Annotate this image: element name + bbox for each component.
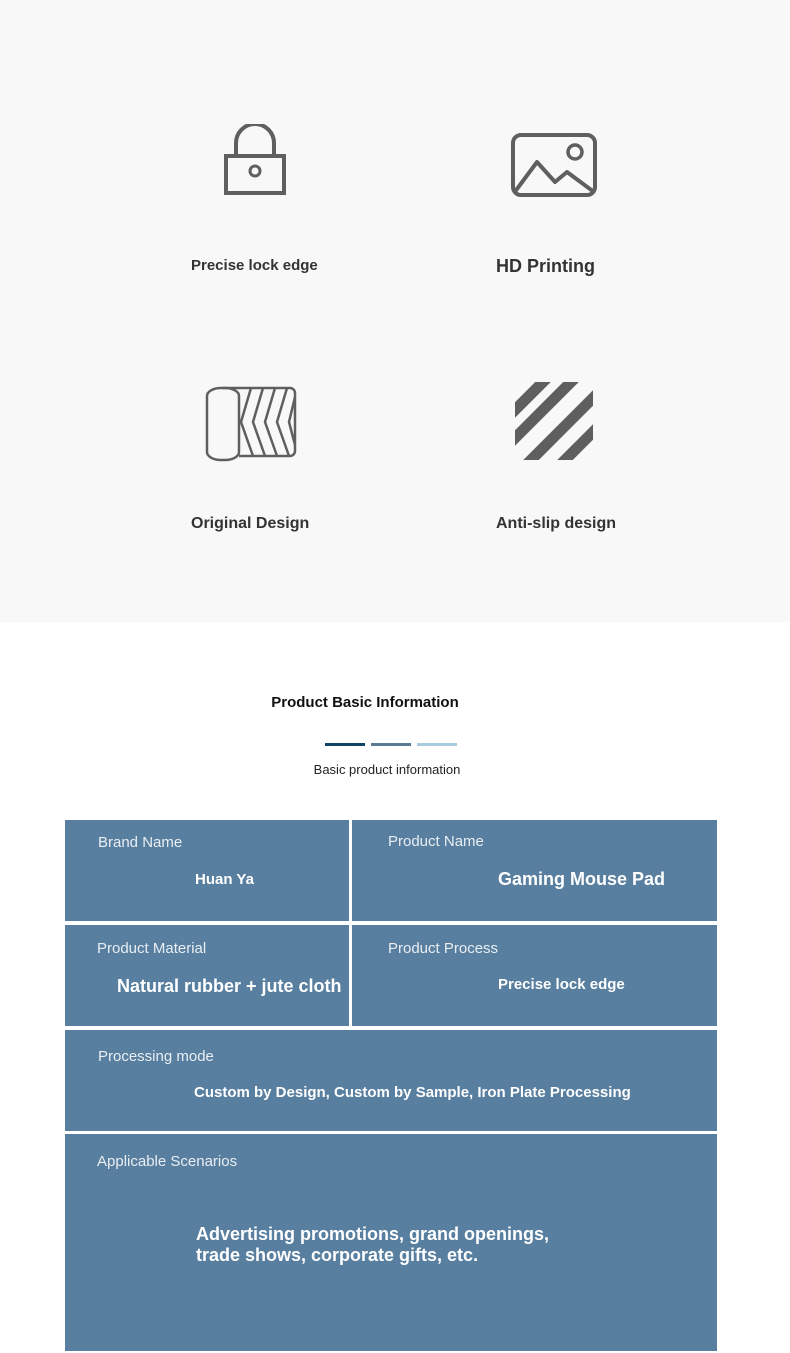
cell-applicable-scenarios bbox=[65, 1134, 717, 1351]
product-name-value: Gaming Mouse Pad bbox=[498, 869, 666, 889]
cell-product-process bbox=[352, 925, 717, 1026]
divider-bar-dark bbox=[325, 743, 365, 746]
divider-bar-mid bbox=[371, 743, 411, 746]
features-section bbox=[0, 0, 790, 622]
cell-product-name bbox=[352, 820, 717, 921]
info-subtitle: Basic product information bbox=[313, 762, 461, 777]
processing-mode-value: Custom by Design, Custom by Sample, Iron Plate Processing bbox=[194, 1084, 631, 1101]
feature-label-lock-edge: Precise lock edge bbox=[191, 257, 318, 274]
feature-label-hd-printing: HD Printing bbox=[496, 256, 595, 276]
cell-processing-mode bbox=[65, 1030, 717, 1131]
feature-label-original-design: Original Design bbox=[191, 515, 310, 532]
info-title: Product Basic Information bbox=[271, 694, 459, 711]
brand-name-value: Huan Ya bbox=[195, 871, 254, 888]
applicable-scenarios-label: Applicable Scenarios bbox=[97, 1153, 238, 1170]
product-process-value: Precise lock edge bbox=[498, 976, 625, 993]
product-process-label: Product Process bbox=[388, 940, 499, 957]
processing-mode-label: Processing mode bbox=[98, 1048, 214, 1065]
rolled-mat-icon bbox=[203, 383, 299, 465]
cell-brand-name bbox=[65, 820, 349, 921]
product-material-value: Natural rubber + jute cloth bbox=[117, 976, 342, 996]
applicable-scenarios-value: Advertising promotions, grand openings, trade shows, corporate gifts, etc. bbox=[196, 1224, 550, 1265]
diagonal-stripes-icon bbox=[515, 382, 593, 460]
cell-product-material bbox=[65, 925, 349, 1026]
product-material-label: Product Material bbox=[97, 940, 207, 957]
image-icon bbox=[509, 131, 599, 199]
lock-icon bbox=[222, 124, 288, 196]
product-name-label: Product Name bbox=[388, 833, 484, 850]
brand-name-label: Brand Name bbox=[98, 834, 183, 851]
divider-bar-light bbox=[417, 743, 457, 746]
feature-label-anti-slip: Anti-slip design bbox=[496, 515, 616, 532]
